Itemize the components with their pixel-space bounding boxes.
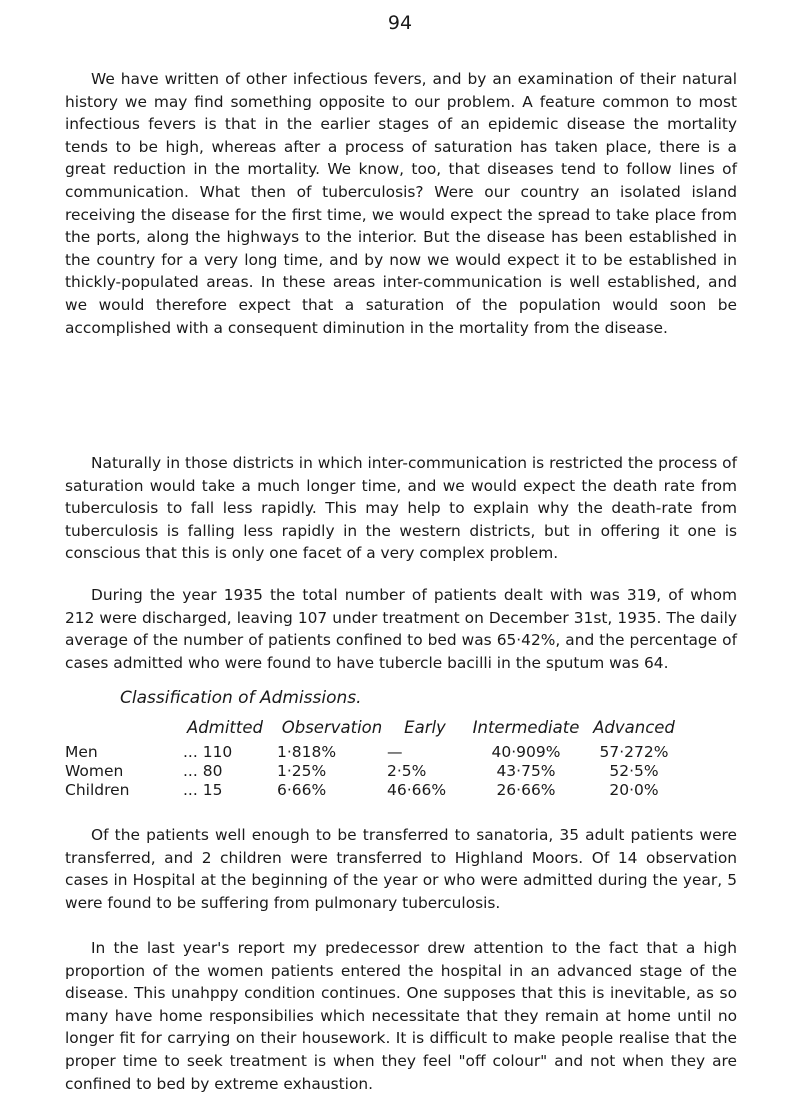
cell-advanced: 52·5% bbox=[609, 762, 659, 780]
paragraph-transfers: Of the patients well enough to be transferred to sanatoria, 35 adult patients were transferred, and 2 children were transferred to Highland Moors. Of 14 observation cases in Hospital at the beginning of the year or who were admitted during the year, 5 were found to be suffering from pulmonary tuberculosis. bbox=[65, 826, 737, 912]
paragraph-1935-statistics: During the year 1935 the total number of patients dealt with was 319, of whom 212 were discharged, leaving 107 under treatment on December 31st, 1935. The daily average of the number of patients confined to bed was 65·42%, and the percentage of cases admitted who were found to have tubercle bacilli in the sputum was 64. bbox=[65, 586, 737, 672]
row-label: Children bbox=[65, 781, 130, 799]
cell-observation: 1·818% bbox=[277, 743, 337, 761]
cell-intermediate: 43·75% bbox=[496, 762, 556, 780]
cell-advanced: 20·0% bbox=[609, 781, 659, 799]
cell-admitted: ... 80 bbox=[183, 762, 223, 780]
classification-title: Classification of Admissions. bbox=[120, 688, 362, 708]
table-row bbox=[65, 743, 679, 762]
row-label: Men bbox=[65, 743, 98, 761]
cell-early: 2·5% bbox=[387, 762, 427, 780]
cell-observation: 1·25% bbox=[277, 762, 327, 780]
header-blank bbox=[65, 718, 183, 743]
page-number: 94 bbox=[387, 12, 413, 34]
header-advanced: Advanced bbox=[593, 718, 675, 737]
cell-early: 46·66% bbox=[387, 781, 447, 799]
cell-intermediate: 26·66% bbox=[496, 781, 556, 799]
cell-admitted: ... 15 bbox=[183, 781, 223, 799]
classification-table bbox=[65, 718, 679, 800]
table-row bbox=[65, 762, 679, 781]
table-header-row bbox=[65, 718, 679, 743]
cell-intermediate: 40·909% bbox=[491, 743, 561, 761]
cell-admitted: ... 110 bbox=[183, 743, 233, 761]
header-admitted: Admitted bbox=[187, 718, 263, 737]
header-early: Early bbox=[404, 718, 446, 737]
paragraph-saturation-districts: Naturally in those districts in which inter-communication is restricted the process of saturation would take a much longer time, and we would expect the death rate from tuberculosis to fall less rapidly. This may help to explain why the death-rate from tuberculosis is falling less rapidly in the western districts, but in offering it one is conscious that this is only one facet of a very complex problem. bbox=[65, 454, 737, 563]
row-label: Women bbox=[65, 762, 124, 780]
paragraph-infectious-fevers: We have written of other infectious fevers, and by an examination of their natural history we may find something opposite to our problem. A feature common to most infectious fevers is that in the earlier stages of an epidemic disease the mortality tends to be high, whereas after a process of saturation has taken place, there is a great reduction in the mortality. We know, too, that diseases tend to follow lines of communication. What then of tuberculosis? Were our country an isolated island receiving the disease for the first time, we would expect the spread to take place from the ports, along the highways to the interior. But the disease has been established in the country for a very long time, and by now we would expect it to be established in thickly-populated areas. In these areas inter-communication is well established, and we would therefore expect that a saturation of the population would soon be accomplished with a consequent diminution in the mortality from the disease. bbox=[65, 70, 737, 337]
cell-advanced: 57·272% bbox=[599, 743, 669, 761]
header-observation: Observation bbox=[281, 718, 383, 737]
paragraph-advanced-stage-women: In the last year's report my predecessor drew attention to the fact that a high proportion of the women patients entered the hospital in an advanced stage of the disease. This unahppy condition continues. One supposes that this is inevitable, as so many have home responsibilies which necessitate that they remain at home until no longer fit for carrying on their housework. It is difficult to make people realise that the proper time to seek treatment is when they feel "off colour" and not when they are confined to bed by extreme exhaustion. bbox=[65, 939, 737, 1093]
cell-observation: 6·66% bbox=[277, 781, 327, 799]
header-intermediate: Intermediate bbox=[472, 718, 580, 737]
table-row bbox=[65, 781, 679, 800]
cell-early: — bbox=[387, 743, 403, 761]
